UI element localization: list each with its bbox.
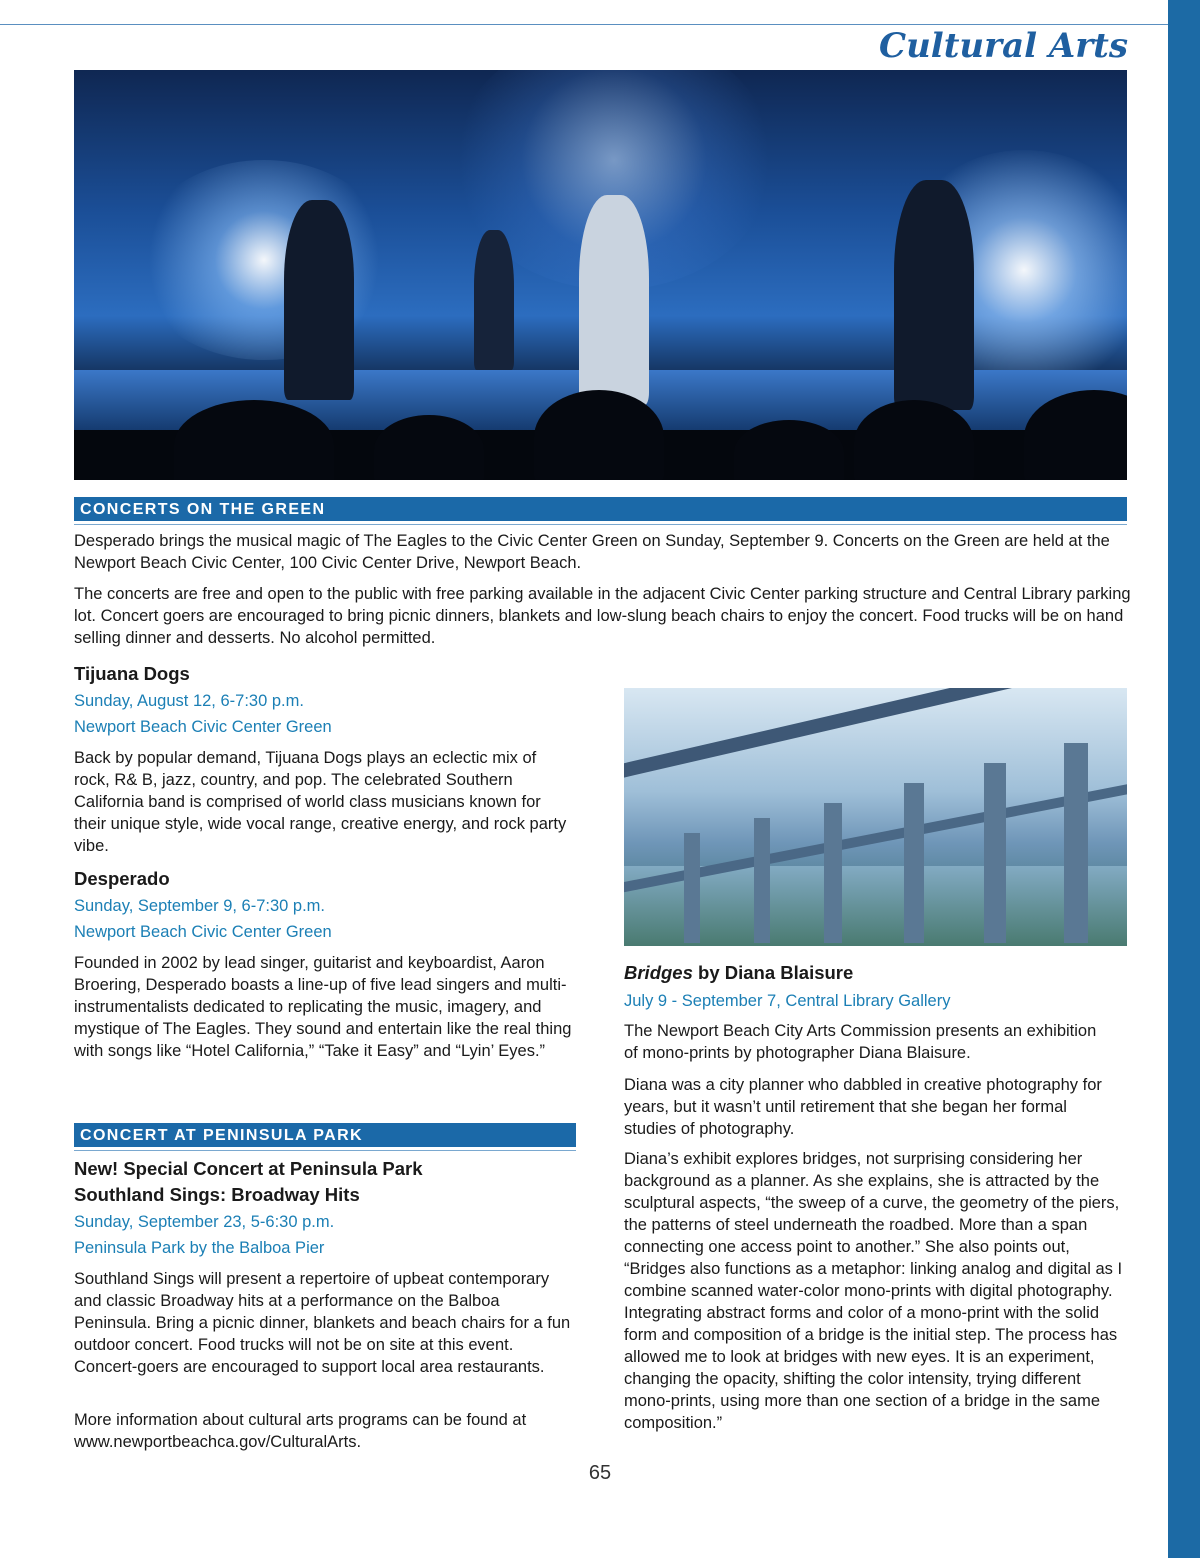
event-description-desperado: Founded in 2002 by lead singer, guitarist and keyboardist, Aaron Broering, Desperado boasts a line-up of five lead singers and multi-instrumentalists dedicated to replicating the music, imagery, and mystique of The Eagles. They sound and entertain like the real thing with songs like “Hotel California,” “Take it Easy” and “Lyin’ Eyes.”	[74, 954, 572, 1060]
event-date-tijuana-dogs: Sunday, August 12, 6-7:30 p.m.	[74, 692, 304, 710]
banner-rule	[74, 1150, 576, 1151]
exhibit-date-location: July 9 - September 7, Central Library Gallery	[624, 992, 951, 1010]
peninsula-description: Southland Sings will present a repertoire of upbeat contemporary and classic Broadway hits at a performance on the Balboa Peninsula. Bring a picnic dinner, blankets and beach chairs for a fun outdoor concert. Food trucks will not be on site at this event. Concert-goers are encouraged to support local area restaurants.	[74, 1270, 571, 1376]
event-title-desperado: Desperado	[74, 868, 170, 889]
event-location-desperado: Newport Beach Civic Center Green	[74, 923, 332, 941]
event-description-tijuana-dogs: Back by popular demand, Tijuana Dogs plays an eclectic mix of rock, R& B, jazz, country, and pop. The celebrated Southern California band is comprised of world class musicians known for their unique style, wide vocal range, creative energy, and rock party vibe.	[74, 749, 567, 855]
exhibit-para-3: Diana’s exhibit explores bridges, not surprising considering her background as a planner. As she explains, she is attracted by the sculptural aspects, “the sweep of a curve, the geometry of the piers, the patterns of steel underneath the roadbed. More than a span connecting one access point to another.” She also points out, “Bridges also functions as a metaphor: linking analog and digital as I combine scanned water-color mono-prints with digital photography. Integrating abstract forms and color of a mono-print with the solid form and composition of a bridge is the initial step. The process has allowed me to look at bridges with new eyes. It is an experiment, changing the opacity, shifting the color intensity, trying different mono-prints, using more than one section of a bridge in the same composition.”	[624, 1150, 1123, 1432]
exhibit-title-rest: by Diana Blaisure	[692, 962, 854, 983]
banner-rule	[74, 524, 1127, 525]
concert-photo	[74, 70, 1127, 480]
concerts-intro-2: The concerts are free and open to the public with free parking available in the adjacent Civic Center parking structure and Central Library parking lot. Concert goers are encouraged to bring picnic dinners, blankets and low-slung beach chairs to enjoy the concert. Food trucks will be on hand selling dinner and desserts. No alcohol permitted.	[74, 585, 1131, 647]
side-color-bar	[1168, 0, 1200, 1558]
event-date-desperado: Sunday, September 9, 6-7:30 p.m.	[74, 897, 326, 915]
page-number: 65	[588, 1462, 612, 1484]
event-title-tijuana-dogs: Tijuana Dogs	[74, 663, 190, 684]
exhibit-title	[624, 960, 1134, 986]
bridges-artwork-image	[624, 688, 1127, 946]
peninsula-location: Peninsula Park by the Balboa Pier	[74, 1239, 325, 1257]
event-location-tijuana-dogs: Newport Beach Civic Center Green	[74, 718, 332, 736]
concerts-intro-1: Desperado brings the musical magic of The Eagles to the Civic Center Green on Sunday, September 9. Concerts on the Green are held at the Newport Beach Civic Center, 100 Civic Center Drive, Newport Beach.	[74, 532, 1110, 572]
top-rule	[0, 24, 1168, 25]
peninsula-title-line-1: New! Special Concert at Peninsula Park	[74, 1158, 423, 1179]
peninsula-date: Sunday, September 23, 5-6:30 p.m.	[74, 1213, 335, 1231]
section-title: Cultural Arts	[879, 26, 1128, 66]
peninsula-title-line-2: Southland Sings: Broadway Hits	[74, 1184, 360, 1205]
exhibit-title-italic: Bridges	[624, 962, 693, 983]
concert-at-peninsula-park-banner: CONCERT AT PENINSULA PARK	[74, 1123, 576, 1147]
concerts-on-the-green-banner: CONCERTS ON THE GREEN	[74, 497, 1127, 521]
exhibit-para-1: The Newport Beach City Arts Commission presents an exhibition of mono-prints by photographer Diana Blaisure.	[624, 1022, 1097, 1062]
exhibit-para-2: Diana was a city planner who dabbled in creative photography for years, but it wasn’t until retirement that she began her formal studies of photography.	[624, 1076, 1102, 1138]
more-info-text: More information about cultural arts programs can be found at www.newportbeachca.gov/CulturalArts.	[74, 1411, 527, 1451]
